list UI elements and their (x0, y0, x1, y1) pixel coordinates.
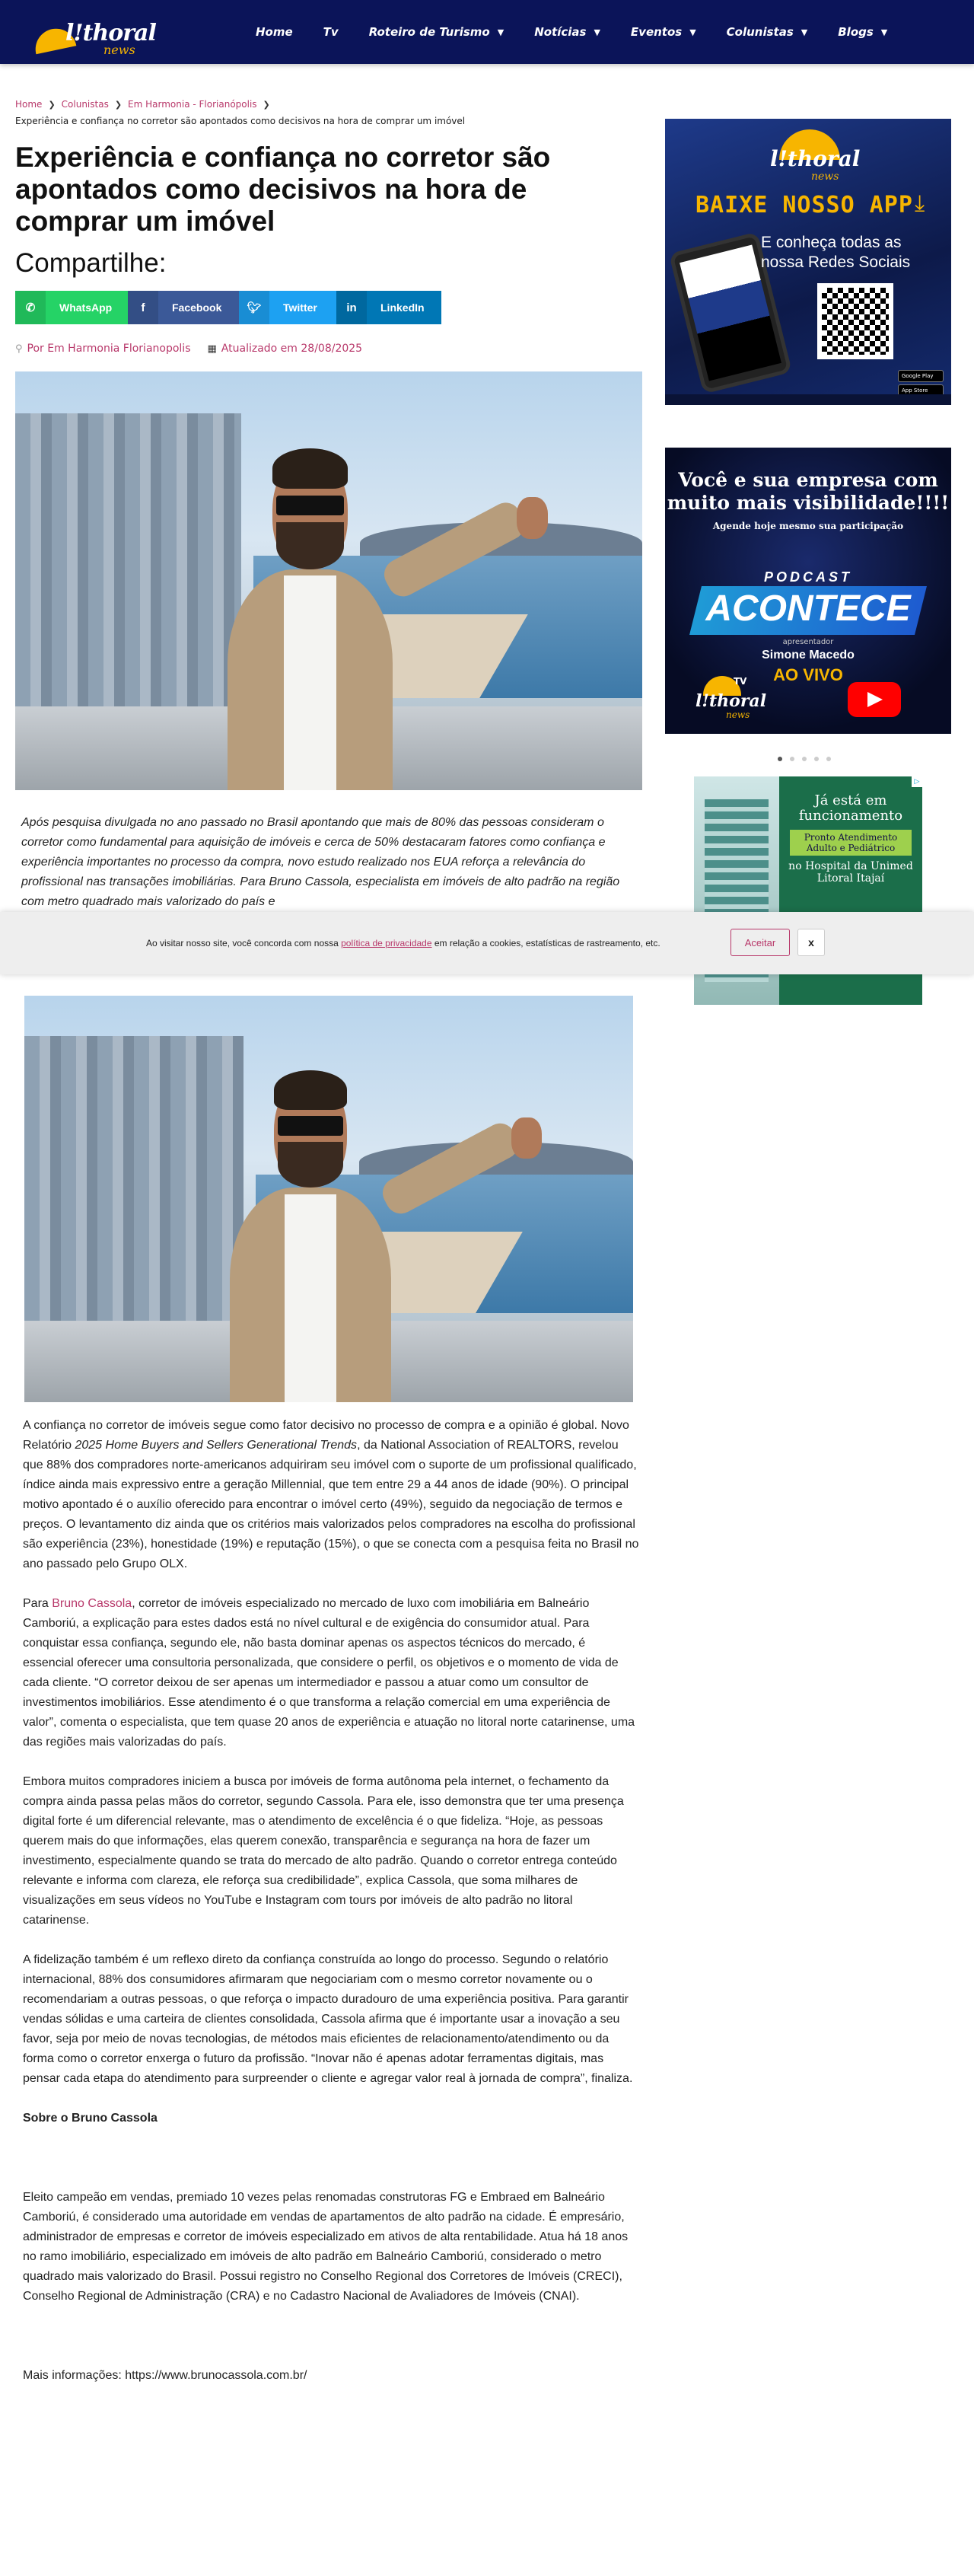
ad-logo: l!thoral news (756, 125, 863, 178)
spacer (23, 2326, 639, 2346)
breadcrumb-em-harmonia[interactable]: Em Harmonia - Florianópolis (128, 99, 257, 110)
download-icon: ⤓ (915, 190, 925, 217)
nav-tv[interactable] (323, 25, 339, 39)
privacy-policy-link[interactable]: política de privacidade (341, 938, 432, 948)
author-label: Por Em Harmonia Florianopolis (27, 343, 191, 355)
nav-tv-label: Tv (323, 25, 339, 39)
nav-noticias[interactable] (534, 25, 600, 39)
paragraph: A confiança no corretor de imóveis segue como fator decisivo no processo de compra e a opinião é global. Novo Relatório 2025 Home Buyers and Sellers Generational Trends, da National Association of REALTORS, revelou que 88% dos compradores norte-americanos adquiriram seu imóvel com o suporte de um profissional qualificado, índice ainda mais expressivo entre a geração Millennial, que tem entre 29 a 44 anos de idade (90%). O principal motivo apontado é o auxílio oferecido para encontrar o imóvel certo (49%), seguido da negociação de termos e preços. O levantamento diz ainda que os critérios mais valorizados pelos compradores na escolha do profissional são experiência (23%), honestidade (19%) e reputação (15%), o que se conecta com a pesquisa feita no Brasil no ano passado pelo Grupo OLX. (23, 1419, 639, 1570)
live-label: AO VIVO (773, 665, 843, 684)
calendar-icon: ▦ (207, 343, 217, 355)
facebook-icon: f (128, 291, 158, 324)
cookie-banner (0, 912, 974, 974)
twitter-icon: 🐦︎ (239, 291, 269, 324)
presenter-caption: apresentador (782, 638, 834, 646)
tv-logo: TV l!thoral news (695, 676, 767, 720)
paragraph: Embora muitos compradores iniciem a busca por imóveis de forma autônoma pela internet, o fechamento da compra ainda passa pelas mãos do corretor, segundo Cassola. Para ele, isso demonstra que ter uma presença digital forte é um diferencial relevante, mas o atendimento de excelência é o que fideliza. “Hoje, as pessoas querem mais do que informações, elas querem conexão, transparência e segurança na hora de fazer um investimento, especialmente quando se trata do mercado de alto padrão. Quando o corretor entrega conteúdo relevante e informa com clareza, ele reforça sua credibilidade”, explica Cassola, que soma milhares de visualizações em seus vídeos no YouTube e Instagram com tours por imóveis de alto padrão no litoral catarinense. (23, 1775, 624, 1927)
chevron-down-icon: ▼ (801, 27, 808, 37)
article-meta (15, 343, 362, 355)
youtube-icon[interactable] (848, 682, 901, 717)
share-twitter-label: Twitter (283, 301, 317, 314)
nav-noticias-label: Notícias (534, 25, 587, 39)
share-buttons (15, 291, 441, 324)
article-body (23, 1416, 639, 2405)
ad-tagline: E conheça todas as nossa Redes Sociais (761, 234, 911, 271)
nav-eventos-label: Eventos (630, 25, 683, 39)
chevron-down-icon: ▼ (594, 27, 600, 37)
featured-image (15, 371, 642, 790)
logo-text: l!thoral (65, 20, 156, 46)
cookie-accept-button[interactable]: Aceitar (730, 929, 790, 956)
logo-subtext: news (103, 43, 135, 57)
nav-colunistas[interactable] (727, 25, 808, 39)
app-download-ad[interactable] (665, 119, 951, 405)
nav-home-label: Home (256, 25, 293, 39)
breadcrumb (15, 99, 276, 110)
acontece-label: ACONTECE (705, 588, 911, 629)
sobre-heading: Sobre o Bruno Cassola (23, 2112, 158, 2125)
carousel-dot[interactable] (826, 757, 831, 761)
paragraph: Para Bruno Cassola, corretor de imóveis especializado no mercado de luxo com imobiliária em Balneário Camboriú, a explicação para estes dados está no nível cultural e de exigência do consumidor atual. Para conquistar essa confiança, segundo ele, não basta dominar apenas os aspectos técnicos do mercado, é essencial oferecer uma consultoria personalizada, que considere o perfil, os objetivos e o momento de vida de cada cliente. “O corretor deixou de ser apenas um intermediador e passou a atuar como um consultor de investimentos imobiliários. Esse atendimento é o que transforma a relação comercial em uma experiência de valor”, comenta o especialista, que tem quase 20 anos de experiência e atuação no litoral norte catarinense, uma das regiões mais valorizadas do país. (23, 1597, 635, 1749)
breadcrumb-current: Experiência e confiança no corretor são apontados como decisivos na hora de comprar um imóvel (15, 116, 466, 126)
chevron-right-icon: ❯ (114, 100, 123, 110)
ad3-badge: Pronto Atendimento Adulto e Pediátrico (790, 830, 912, 856)
breadcrumb-colunistas[interactable]: Colunistas (61, 99, 109, 110)
ad-headline: BAIXE NOSSO APP (695, 192, 913, 218)
spacer (23, 2148, 639, 2168)
linkedin-icon: in (336, 291, 367, 324)
share-facebook-label: Facebook (172, 301, 222, 314)
more-info: Mais informações: https://www.brunocassola.com.br/ (23, 2369, 307, 2382)
site-logo[interactable] (30, 12, 156, 57)
nav-colunistas-label: Colunistas (726, 25, 794, 39)
user-icon: ⚲ (15, 343, 23, 355)
podcast-ad[interactable] (665, 448, 951, 734)
ad2-subline: Agende hoje mesmo sua participação (712, 521, 904, 531)
article-title: Experiência e confiança no corretor são apontados como decisivos na hora de comprar um imóvel (15, 142, 551, 237)
ad3-headline: Já está em funcionamento (798, 792, 903, 824)
chevron-down-icon: ▼ (689, 27, 696, 37)
presenter-name: Simone Macedo (762, 649, 855, 662)
google-play-badge[interactable]: Google Play (898, 370, 944, 382)
whatsapp-icon: ✆ (15, 291, 46, 324)
share-twitter-button[interactable] (239, 291, 336, 324)
nav-blogs-label: Blogs (838, 25, 874, 39)
chevron-down-icon: ▼ (880, 27, 888, 37)
ad3-subline: no Hospital da Unimed Litoral Itajaí (788, 860, 913, 885)
podcast-label: PODCAST (763, 569, 852, 585)
cookie-close-button[interactable]: x (797, 929, 825, 956)
article-image (24, 996, 633, 1402)
share-linkedin-button[interactable] (336, 291, 441, 324)
nav-roteiro[interactable] (369, 25, 505, 39)
qr-code-icon (817, 283, 893, 359)
ad2-headline: Você e sua empresa com muito mais visibilidade!!!! (667, 469, 950, 514)
carousel-dot[interactable] (802, 757, 807, 761)
paragraph: Eleito campeão em vendas, premiado 10 vezes pelas renomadas construtoras FG e Embraed em Balneário Camboriú, é considerado uma autoridade em vendas de apartamentos de alto padrão na cidade. É empresário, administrador de empresas e corretor de imóveis especializado em ativos de alta rentabilidade. Atua há 18 anos no ramo imobiliário, especializado em imóveis de alto padrão em Balneário Camboriú, considerado o metro quadrado mais valorizado do Brasil. Possui registro no Conselho Regional dos Corretores de Imóveis (CRECI), Conselho Regional de Administração (CRA) e no Cadastro Nacional de Avaliadores de Imóveis (CNAI). (23, 2191, 629, 2303)
chevron-right-icon: ❯ (263, 100, 270, 110)
carousel-dot[interactable] (790, 757, 794, 761)
chevron-right-icon: ❯ (48, 100, 56, 110)
nav-blogs[interactable] (838, 25, 887, 39)
bruno-cassola-link[interactable]: Bruno Cassola (52, 1597, 132, 1610)
updated-date-label: Atualizado em 28/08/2025 (221, 343, 363, 355)
updated-date (208, 343, 363, 355)
breadcrumb-home[interactable]: Home (15, 99, 43, 110)
author-link[interactable] (15, 343, 191, 355)
share-facebook-button[interactable] (128, 291, 239, 324)
share-linkedin-label: LinkedIn (380, 301, 425, 314)
nav-home[interactable] (256, 25, 293, 39)
paragraph: A fidelização também é um reflexo direto da confiança construída ao longo do processo. Segundo o relatório internacional, 88% dos consumidores afirmaram que negociariam com o mesmo corretor novamente ou o recomendariam a outras pessoas, o que reforça o impacto duradouro de uma experiência positiva. Para garantir vendas sólidas e uma carteira de clientes consolidada, Cassola afirma que é importante usar a inovação a seu favor, seja por meio de novas tecnologias, de métodos mais eficientes de relacionamento/atendimento ou da forma como o corretor enxerga o futuro da profissão. “Inovar não é apenas adotar ferramentas digitais, mas pensar cada etapa do atendimento para surpreender o cliente e agregar valor real à jornada de compra”, finaliza. (23, 1953, 633, 2085)
share-whatsapp-button[interactable] (15, 291, 128, 324)
adchoices-icon[interactable]: ▷ (912, 776, 922, 787)
carousel-dot[interactable] (778, 757, 782, 761)
nav-eventos[interactable] (631, 25, 696, 39)
app-store-badge[interactable]: App Store (898, 384, 944, 397)
carousel-dot[interactable] (814, 757, 819, 761)
share-heading: Compartilhe: (15, 248, 167, 278)
share-whatsapp-label: WhatsApp (59, 301, 113, 314)
article-lede: Após pesquisa divulgada no ano passado no Brasil apontando que mais de 80% das pessoas consideram o corretor como fundamental para aquisição de imóveis e cerca de 50% destacaram fatores como confiança e experiência importantes no processo da compra, novo estudo realizado nos EUA reforça a relevância do profissional nas transações imobiliárias. Para Bruno Cassola, especialista em imóveis de alto padrão na região com metro quadrado mais valorizado do país e (21, 816, 620, 908)
social-bar (665, 394, 951, 405)
carousel-dots (778, 757, 839, 761)
nav-roteiro-label: Roteiro de Turismo (368, 25, 490, 39)
site-header (0, 0, 974, 64)
chevron-down-icon: ▼ (497, 27, 505, 37)
cookie-text: Ao visitar nosso site, você concorda com nossa política de privacidade em relação a cookies, estatísticas de rastreamento, etc. (146, 938, 660, 948)
main-nav (256, 0, 918, 64)
